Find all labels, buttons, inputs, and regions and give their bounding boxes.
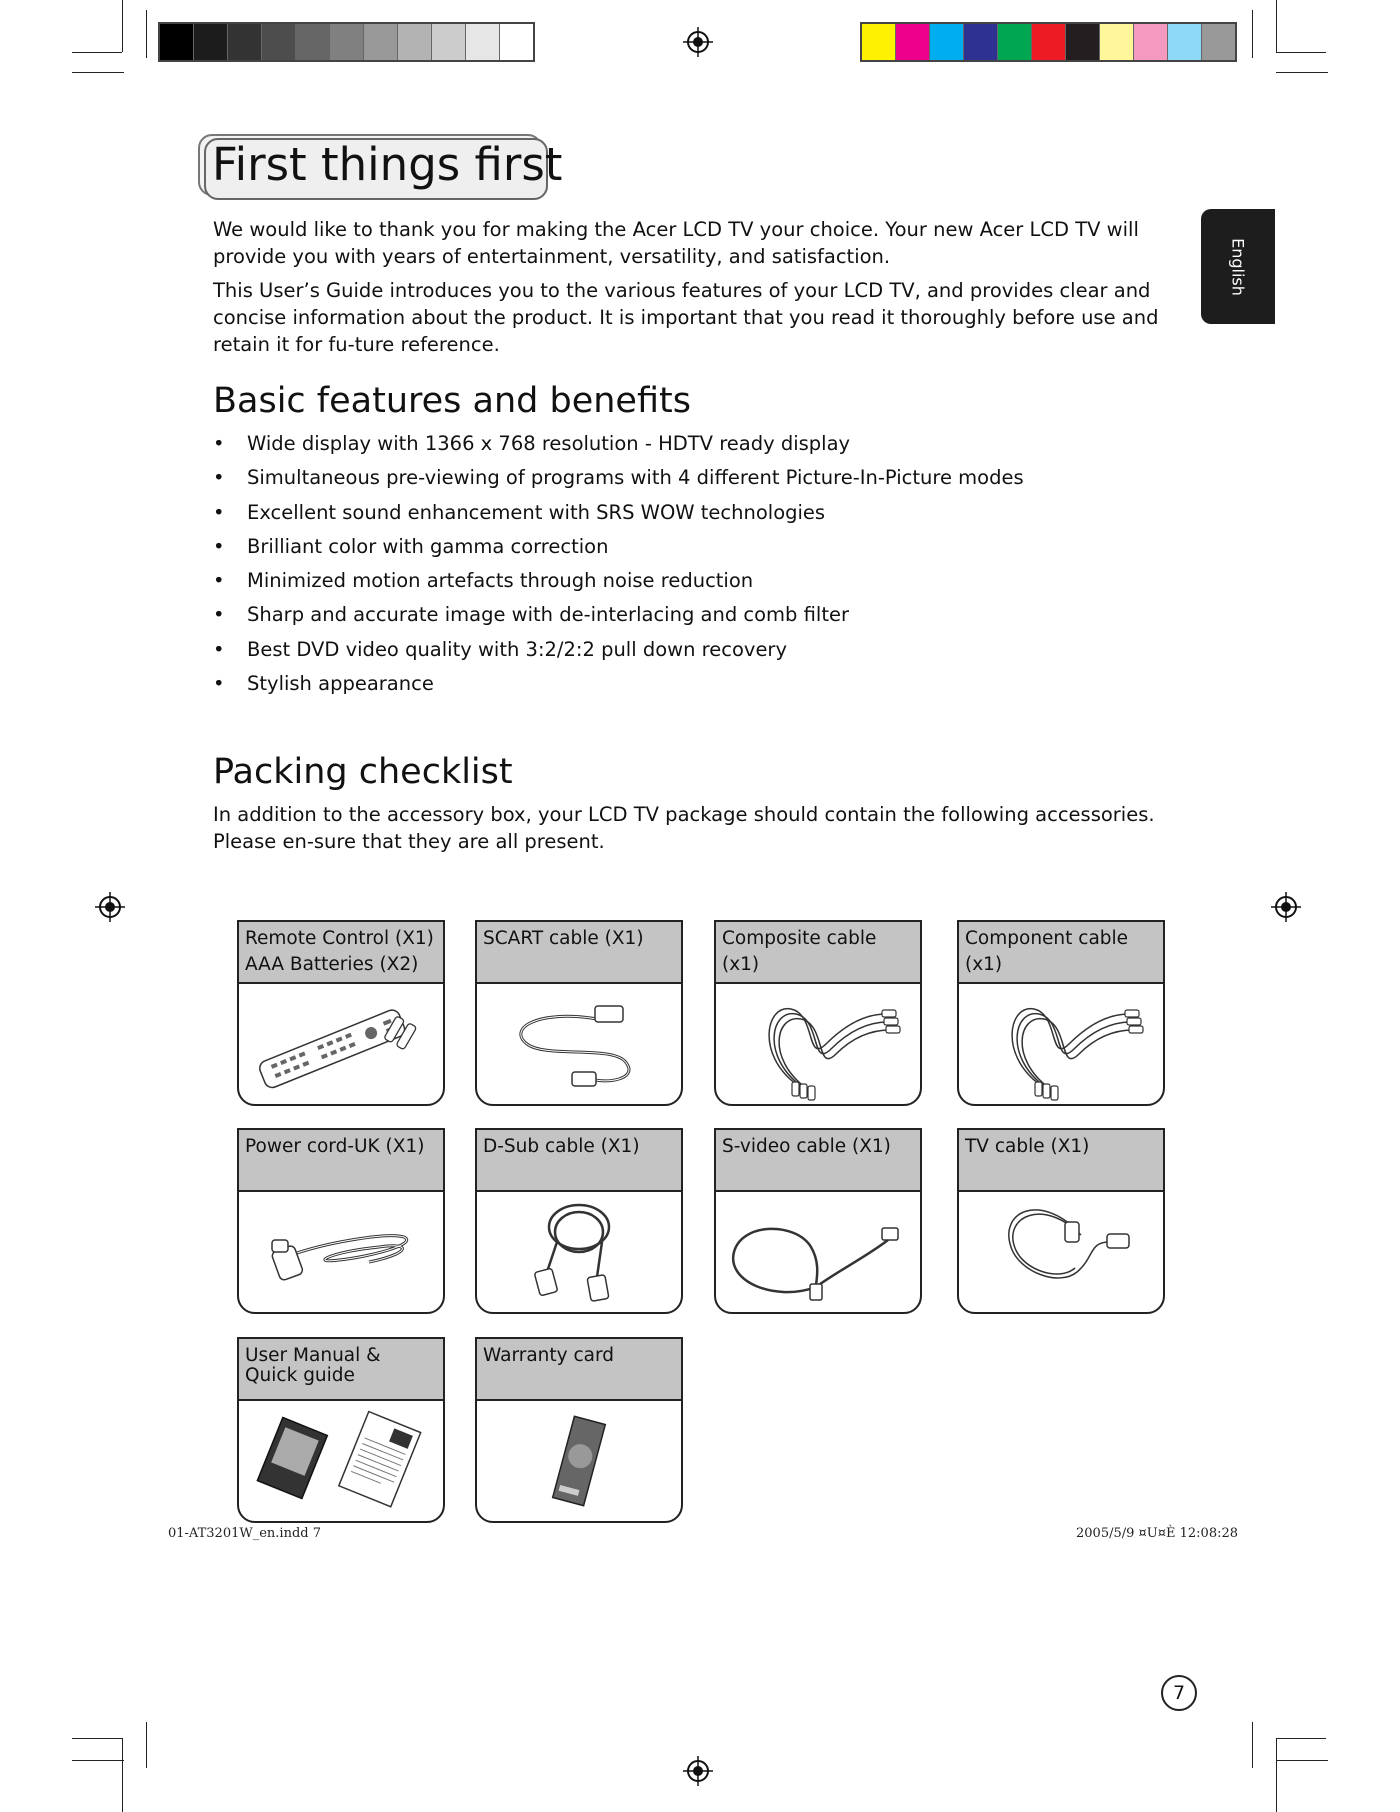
list-item: • Sharp and accurate image with de-interlacing and comb filter [213, 601, 1024, 635]
accessory-label: Warranty card [483, 1345, 615, 1366]
color-swatch [160, 24, 194, 60]
checklist-description: In addition to the accessory box, your LCD TV package should contain the following accessories. Please en-sure that they are all present. [213, 803, 1155, 853]
svideo-cable-icon [716, 1192, 920, 1310]
warranty-card-icon [477, 1401, 681, 1519]
composite-cable-icon [716, 984, 920, 1102]
grayscale-color-bar [158, 22, 535, 62]
color-swatch [1202, 24, 1235, 60]
accessory-label: Quick guide [245, 1365, 355, 1386]
accessory-label: Remote Control (X1) [245, 928, 434, 949]
accessory-label: AAA Batteries (X2) [245, 954, 419, 975]
color-swatch [896, 24, 930, 60]
accessory-label: User Manual & [245, 1345, 381, 1366]
color-swatch [1066, 24, 1100, 60]
language-tab-label: English [1228, 237, 1248, 296]
color-swatch [500, 24, 533, 60]
accessory-label: D-Sub cable (X1) [483, 1136, 640, 1157]
registration-mark-icon [683, 27, 713, 57]
tv-cable-icon [959, 1192, 1163, 1310]
color-swatch [228, 24, 262, 60]
list-item: • Minimized motion artefacts through noise reduction [213, 567, 1024, 601]
color-swatch [432, 24, 466, 60]
color-swatch [1032, 24, 1066, 60]
accessory-card [475, 1337, 683, 1523]
color-swatch [1100, 24, 1134, 60]
color-swatch [398, 24, 432, 60]
accessory-label: SCART cable (X1) [483, 928, 644, 949]
color-swatch [862, 24, 896, 60]
list-item: • Simultaneous pre-viewing of programs with 4 different Picture-In-Picture modes [213, 464, 1024, 498]
component-cable-icon [959, 984, 1163, 1102]
dsub-cable-icon [477, 1192, 681, 1310]
list-item: • Stylish appearance [213, 670, 1024, 704]
intro-paragraph: We would like to thank you for making the Acer LCD TV your choice. Your new Acer LCD TV will provide you with years of entertainment, versatility, and satisfaction. [213, 218, 1139, 268]
list-item: • Best DVD video quality with 3:2/2:2 pull down recovery [213, 636, 1024, 670]
accessory-card [714, 1128, 922, 1314]
language-tab [1201, 209, 1275, 324]
features-heading: Basic features and benefits [213, 381, 691, 421]
accessory-card [957, 920, 1165, 1106]
page-title: First things first [212, 138, 563, 191]
color-swatch [364, 24, 398, 60]
accessory-card [714, 920, 922, 1106]
accessory-card [237, 1128, 445, 1314]
accessory-label: Composite cable (x1) [722, 928, 877, 975]
registration-mark-icon [95, 892, 125, 922]
color-swatch [296, 24, 330, 60]
registration-mark-icon [1271, 892, 1301, 922]
intro-paragraph: This User’s Guide introduces you to the various features of your LCD TV, and provides clear and concise information about the product. It is important that you read it thoroughly before use and retain it for fu-ture reference. [213, 279, 1159, 356]
features-list [213, 430, 1024, 704]
color-swatch [998, 24, 1032, 60]
footer-timestamp: 2005/5/9 ¤U¤È 12:08:28 [1076, 1526, 1239, 1541]
color-swatch [194, 24, 228, 60]
list-item: • Wide display with 1366 x 768 resolution - HDTV ready display [213, 430, 1024, 464]
accessory-card [475, 1128, 683, 1314]
power-cord-icon [239, 1192, 443, 1310]
accessory-label: Component cable (x1) [965, 928, 1129, 975]
scart-cable-icon [477, 984, 681, 1102]
accessory-card [957, 1128, 1165, 1314]
color-swatch [466, 24, 500, 60]
accessory-card [237, 920, 445, 1106]
checklist-heading: Packing checklist [213, 752, 513, 792]
color-swatch [262, 24, 296, 60]
list-item: • Excellent sound enhancement with SRS WOW technologies [213, 499, 1024, 533]
accessory-label: Power cord-UK (X1) [245, 1136, 425, 1157]
remote-control-icon [239, 984, 443, 1102]
page-number: 7 [1161, 1675, 1197, 1711]
color-swatch [1168, 24, 1202, 60]
footer-filename: 01-AT3201W_en.indd 7 [168, 1526, 322, 1541]
color-swatch [330, 24, 364, 60]
user-manual-icon [239, 1401, 443, 1519]
registration-mark-icon [683, 1756, 713, 1786]
color-swatch [930, 24, 964, 60]
accessory-card [237, 1337, 445, 1523]
color-swatch [1134, 24, 1168, 60]
process-color-bar [860, 22, 1237, 62]
accessory-label: S-video cable (X1) [722, 1136, 891, 1157]
accessory-label: TV cable (X1) [965, 1136, 1090, 1157]
list-item: • Brilliant color with gamma correction [213, 533, 1024, 567]
color-swatch [964, 24, 998, 60]
accessory-card [475, 920, 683, 1106]
